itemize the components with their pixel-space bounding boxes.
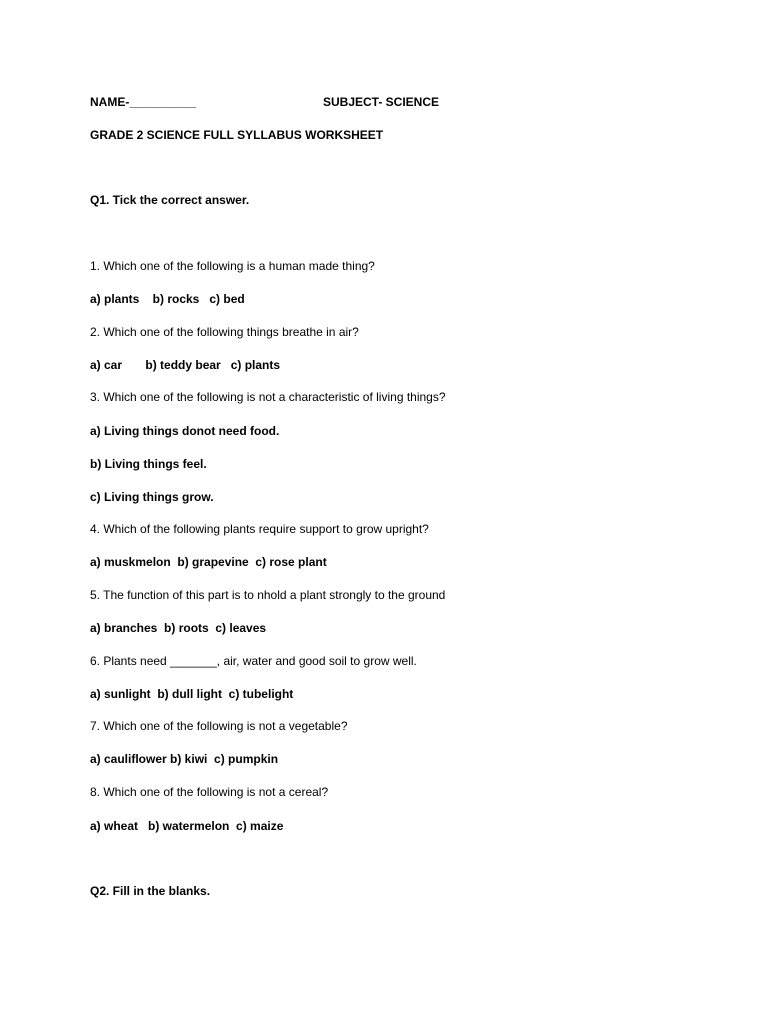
question-2: 2. Which one of the following things breathe in air? [90,325,359,339]
worksheet-title: GRADE 2 SCIENCE FULL SYLLABUS WORKSHEET [90,128,384,142]
question-7: 7. Which one of the following is not a vegetable? [90,719,348,733]
question-3: 3. Which one of the following is not a characteristic of living things? [90,390,446,404]
question-4-options: a) muskmelon b) grapevine c) rose plant [90,555,327,569]
question-6-options: a) sunlight b) dull light c) tubelight [90,687,294,701]
q1-heading: Q1. Tick the correct answer. [90,193,250,207]
question-8-options: a) wheat b) watermelon c) maize [90,819,284,833]
question-6: 6. Plants need _______, air, water and good soil to grow well. [90,654,417,668]
question-2-options: a) car b) teddy bear c) plants [90,358,281,372]
question-1-options: a) plants b) rocks c) bed [90,292,245,306]
question-5-options: a) branches b) roots c) leaves [90,621,267,635]
q2-heading: Q2. Fill in the blanks. [90,884,211,898]
question-4: 4. Which of the following plants require support to grow upright? [90,522,429,536]
question-7-options: a) cauliflower b) kiwi c) pumpkin [90,752,279,766]
question-1: 1. Which one of the following is a human made thing? [90,259,375,273]
question-8: 8. Which one of the following is not a cereal? [90,785,329,799]
question-3-option-c: c) Living things grow. [90,490,214,504]
question-5: 5. The function of this part is to nhold a plant strongly to the ground [90,588,446,602]
question-3-option-a: a) Living things donot need food. [90,424,280,438]
name-field-label: NAME-__________ [90,95,197,109]
question-3-option-b: b) Living things feel. [90,457,207,471]
subject-label: SUBJECT- SCIENCE [323,95,440,109]
